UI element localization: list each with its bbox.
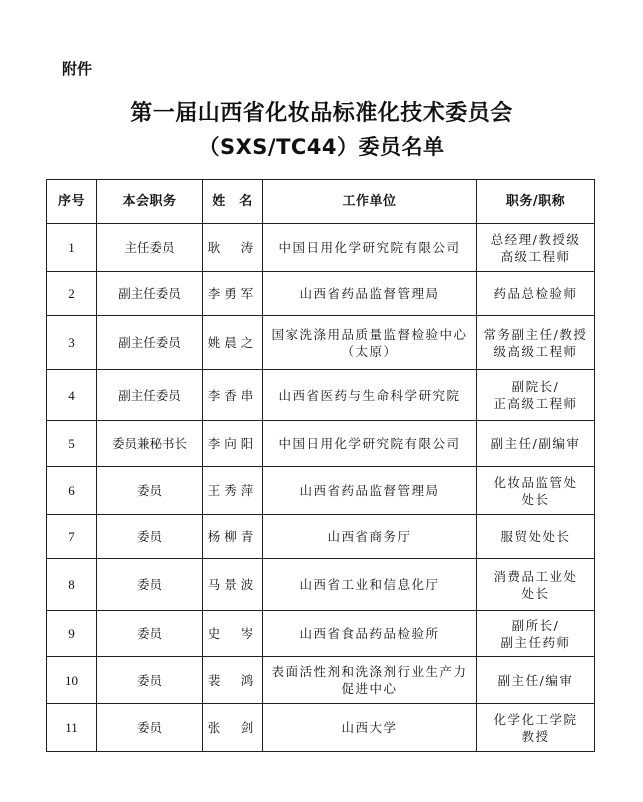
cell-role (97, 559, 203, 611)
table-row (47, 704, 595, 752)
cell-num (47, 272, 97, 316)
cell-name-line: 李向阳 (207, 436, 258, 451)
cell-role-line: 委员 (136, 626, 162, 641)
table-row (47, 421, 595, 467)
cell-position-line: 副所长/ (511, 617, 560, 633)
header-workplace: 工作单位 (263, 180, 477, 224)
cell-name (203, 421, 263, 467)
table-row (47, 224, 595, 272)
cell-role (97, 611, 203, 657)
table-header-row (47, 180, 595, 224)
cell-role (97, 515, 203, 559)
cell-name (203, 224, 263, 272)
cell-workplace-line: 山西大学 (341, 720, 398, 735)
cell-position-line: 正高级工程师 (493, 396, 578, 411)
cell-name-line: 张 剑 (207, 720, 258, 735)
cell-workplace (263, 559, 477, 611)
cell-num-line: 11 (65, 720, 78, 735)
cell-name-line: 李勇军 (207, 286, 258, 301)
cell-position-line: 化学化工学院 (493, 711, 578, 727)
header-position: 职务/职称 (477, 180, 595, 224)
cell-role (97, 421, 203, 467)
cell-name-line: 姚晨之 (207, 335, 258, 350)
cell-position (477, 515, 595, 559)
cell-role-line: 主任委员 (124, 240, 175, 255)
cell-workplace (263, 370, 477, 421)
cell-position-line: 常务副主任/教授 (483, 326, 588, 342)
cell-role-line: 委员 (136, 483, 162, 498)
cell-num-line: 9 (68, 626, 75, 641)
cell-role (97, 224, 203, 272)
cell-position-line: 药品总检验师 (493, 286, 578, 301)
cell-name (203, 515, 263, 559)
cell-role-line: 副主任委员 (118, 387, 181, 403)
cell-num (47, 559, 97, 611)
table-row (47, 467, 595, 515)
cell-position (477, 316, 595, 370)
document-subtitle: （SXS/TC44）委员名单 (198, 135, 445, 159)
cell-position (477, 559, 595, 611)
cell-num-line: 3 (68, 335, 75, 350)
cell-workplace (263, 224, 477, 272)
header-name: 姓 名 (203, 180, 263, 224)
cell-workplace-line: 山西省食品药品检验所 (299, 626, 440, 641)
cell-position-line: 教授 (521, 728, 550, 744)
attachment-label: 附件 (62, 60, 93, 78)
cell-name-line: 裴 鸿 (207, 672, 258, 688)
cell-num-line: 4 (68, 387, 75, 403)
cell-num-line: 6 (68, 483, 75, 498)
cell-position-line: 处长 (521, 491, 550, 507)
cell-role (97, 316, 203, 370)
header-num: 序号 (47, 180, 97, 224)
cell-workplace (263, 272, 477, 316)
cell-role-line: 委员 (136, 577, 162, 592)
cell-position (477, 421, 595, 467)
cell-position (477, 467, 595, 515)
table-row (47, 316, 595, 370)
cell-workplace (263, 704, 477, 752)
cell-position-line: 副主任/编审 (497, 672, 574, 688)
cell-position-line: 服贸处处长 (500, 529, 571, 544)
cell-position-line: 处长 (521, 585, 550, 601)
cell-num (47, 421, 97, 467)
cell-position-line: 总经理/教授级 (490, 231, 581, 247)
cell-role (97, 272, 203, 316)
cell-position-line: 副院长/ (511, 379, 560, 394)
cell-num-line: 5 (68, 436, 75, 451)
table-row (47, 515, 595, 559)
cell-workplace (263, 515, 477, 559)
cell-workplace-line: 中国日用化学研究院有限公司 (278, 240, 461, 255)
cell-workplace-line: 山西省工业和信息化厅 (299, 577, 440, 592)
document-title: 第一届山西省化妆品标准化技术委员会 (130, 101, 513, 126)
cell-position-line: 级高级工程师 (493, 343, 578, 359)
cell-name (203, 370, 263, 421)
cell-num (47, 611, 97, 657)
cell-workplace (263, 421, 477, 467)
cell-num (47, 657, 97, 704)
cell-workplace (263, 611, 477, 657)
cell-name (203, 316, 263, 370)
header-role: 本会职务 (97, 180, 203, 224)
cell-workplace-line: 中国日用化学研究院有限公司 (278, 436, 461, 451)
cell-num-line: 10 (65, 672, 78, 688)
cell-name-line: 耿 涛 (207, 240, 258, 255)
cell-position-line: 副主任/副编审 (490, 436, 581, 451)
cell-role-line: 副主任委员 (118, 335, 181, 350)
cell-name-line: 杨柳青 (207, 529, 258, 544)
cell-name (203, 272, 263, 316)
table-row (47, 611, 595, 657)
cell-role-line: 副主任委员 (118, 286, 181, 301)
table-row (47, 370, 595, 421)
cell-role (97, 467, 203, 515)
cell-role-line: 委员 (136, 529, 162, 544)
cell-num-line: 2 (68, 286, 75, 301)
cell-position-line: 副主任药师 (500, 634, 571, 650)
cell-name-line: 史 岑 (207, 626, 258, 641)
cell-position-line: 化妆品监管处 (493, 474, 578, 490)
cell-num-line: 1 (68, 240, 75, 255)
cell-num (47, 467, 97, 515)
cell-position-line: 高级工程师 (500, 248, 571, 264)
cell-workplace-line: 促进中心 (341, 681, 398, 696)
cell-num-line: 8 (68, 577, 75, 592)
cell-name (203, 611, 263, 657)
table-row (47, 657, 595, 704)
cell-workplace (263, 316, 477, 370)
table-body (47, 224, 595, 752)
cell-workplace-line: 山西省药品监督管理局 (299, 483, 440, 498)
member-table (46, 179, 595, 752)
cell-name (203, 657, 263, 704)
cell-name (203, 559, 263, 611)
cell-num (47, 704, 97, 752)
cell-position-line: 消费品工业处 (493, 568, 578, 584)
cell-workplace-line: 山西省药品监督管理局 (299, 286, 440, 301)
cell-num (47, 316, 97, 370)
cell-role (97, 370, 203, 421)
cell-workplace (263, 657, 477, 704)
cell-workplace-line: 山西省医药与生命科学研究院 (278, 387, 461, 403)
cell-workplace-line: 表面活性剂和洗涤剂行业生产力 (271, 664, 468, 679)
cell-name-line: 王秀萍 (207, 483, 258, 498)
table-row (47, 272, 595, 316)
cell-name-line: 马景波 (207, 577, 258, 592)
cell-num (47, 370, 97, 421)
cell-role-line: 委员兼秘书长 (111, 436, 187, 451)
cell-role-line: 委员 (136, 672, 162, 688)
cell-num (47, 515, 97, 559)
cell-name (203, 704, 263, 752)
cell-position (477, 272, 595, 316)
cell-role-line: 委员 (136, 720, 162, 735)
cell-role (97, 704, 203, 752)
cell-workplace-line: 山西省商务厅 (327, 529, 412, 544)
cell-workplace (263, 467, 477, 515)
cell-position (477, 224, 595, 272)
cell-position (477, 611, 595, 657)
cell-position (477, 704, 595, 752)
cell-role (97, 657, 203, 704)
cell-name (203, 467, 263, 515)
cell-workplace-line: 国家洗涤用品质量监督检验中心 (271, 326, 468, 342)
cell-num (47, 224, 97, 272)
cell-name-line: 李香串 (207, 387, 258, 403)
cell-workplace-line: （太原） (341, 343, 398, 359)
table-row (47, 559, 595, 611)
cell-position (477, 657, 595, 704)
cell-position (477, 370, 595, 421)
cell-num-line: 7 (68, 529, 75, 544)
